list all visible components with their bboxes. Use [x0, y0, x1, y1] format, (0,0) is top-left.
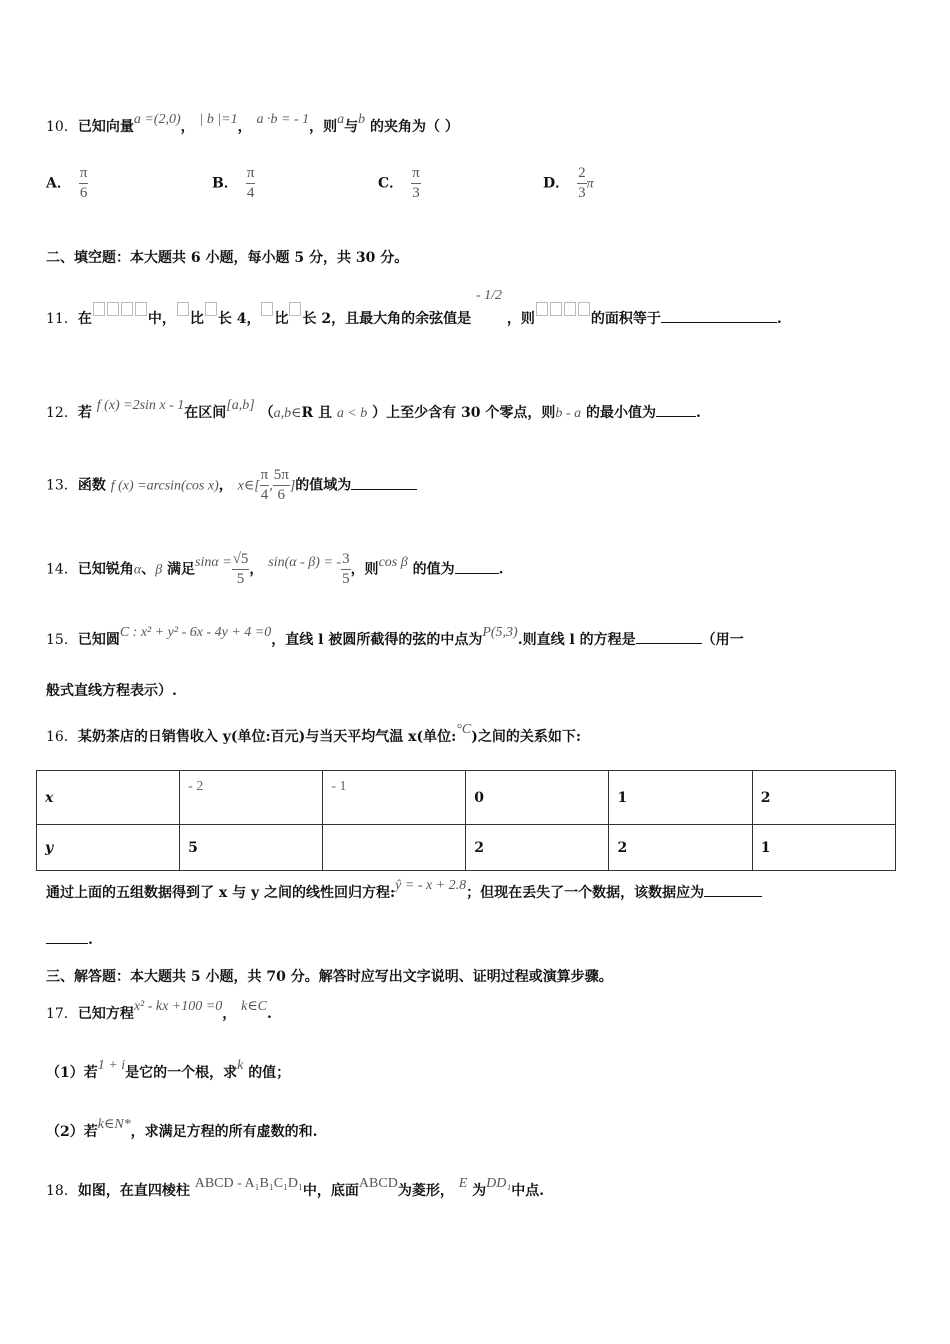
- option-d[interactable]: D． $\frac{2}{3}$ π: [543, 165, 594, 201]
- question-16-blank-end: .: [46, 932, 93, 948]
- table-row: x - 2 - 1 0 1 2: [37, 771, 896, 825]
- question-10: 10．已知向量a =(2,0)， | b |=1， a ·b = - 1，则a与b 的夹角为（ ）: [46, 112, 459, 135]
- question-11: 11．在 中， 比 长 4， 比 长 2，且最大角的余弦值是 - 1/2 ，则 的面积等于 .: [46, 288, 782, 327]
- question-17-part-2: （2）若k∈N*，求满足方程的所有虚数的和.: [46, 1117, 318, 1140]
- question-18: 18．如图，在直四棱柱 ABCD - A₁B₁C₁D₁中，底面ABCD为菱形， E 为DD₁中点.: [46, 1176, 545, 1199]
- question-17: 17．已知方程x² - kx +100 =0， k∈C.: [46, 999, 272, 1022]
- question-15: 15．已知圆C : x² + y² - 6x - 4y + 4 =0，直线 l 被圆所截得的弦的中点为P(5,3).则直线 l 的方程是 （用一: [46, 625, 744, 648]
- question-17-part-1: （1）若1 + i是它的一个根，求k 的值；: [46, 1058, 291, 1081]
- question-15-line-2: 般式直线方程表示）.: [46, 683, 177, 699]
- option-b[interactable]: B． $\frac{\pi}{4}$: [212, 165, 255, 201]
- question-16-regression: 通过上面的五组数据得到了 x 与 y 之间的线性回归方程:ŷ = - x + 2.8；但现在丢失了一个数据，该数据应为: [46, 882, 762, 902]
- option-c[interactable]: C． $\frac{\pi}{3}$: [378, 165, 420, 201]
- section-2-heading: 二、填空题：本大题共 6 小题，每小题 5 分，共 30 分。: [46, 250, 409, 266]
- data-table: [36, 770, 896, 871]
- question-13: 13．函数 f (x) =arcsin(cos x)， x∈[ $\frac{\pi}{4}$ , $\frac{5\pi}{6}$ ]的值域为: [46, 466, 417, 505]
- question-14: 14．已知锐角α、β 满足sinα = $\frac{√5}{5}$ ， sin(α - β) = - $\frac{3}{5}$ ，则cos β 的值为 .: [46, 551, 504, 587]
- section-3-heading: 三、解答题：本大题共 5 小题，共 70 分。解答时应写出文字说明、证明过程或演算步骤。: [46, 969, 613, 985]
- question-12: 12．若 f (x) =2sin x - 1在区间[a,b] （a,b∈R 且 a < b ）上至少含有 30 个零点，则b - a 的最小值为 .: [46, 398, 701, 421]
- table-row: y 5 2 2 1: [37, 825, 896, 871]
- option-a[interactable]: A． $\frac{\pi}{6}$: [46, 165, 88, 201]
- question-16: 16．某奶茶店的日销售收入 y(单位:百元)与当天平均气温 x(单位:°C)之间的关系如下:: [46, 722, 581, 745]
